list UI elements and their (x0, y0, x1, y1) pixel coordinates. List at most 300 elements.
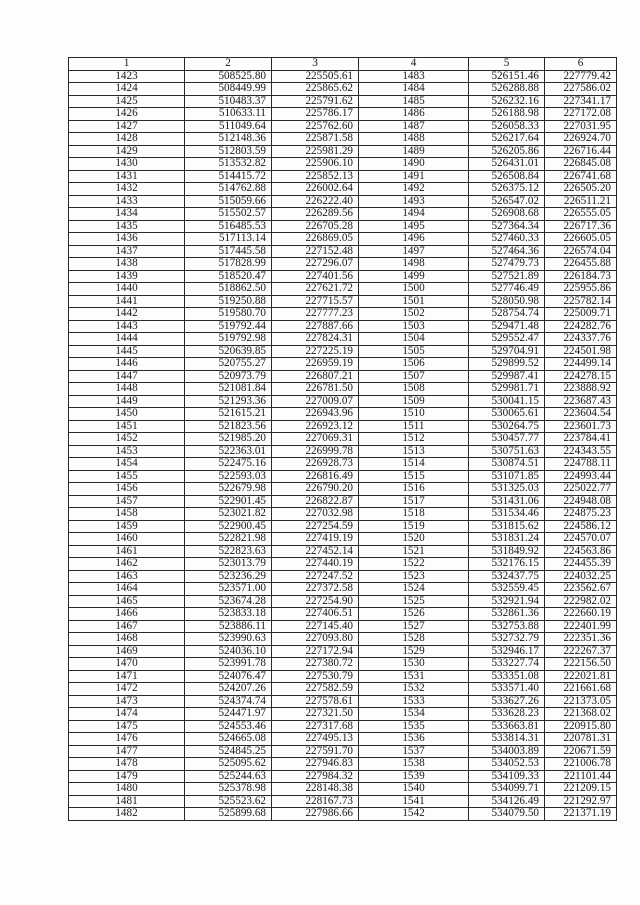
table-cell: 227317.68 (272, 720, 359, 733)
table-cell: 227824.31 (272, 333, 359, 346)
table-row (69, 558, 617, 571)
table-cell: 225906.10 (272, 158, 359, 171)
table-row (69, 433, 617, 446)
table-cell: 223784.41 (545, 433, 617, 446)
table-cell: 226959.19 (272, 358, 359, 371)
table-cell: 1506 (359, 358, 469, 371)
header-cell: 1 (69, 58, 185, 71)
header-cell: 5 (469, 58, 545, 71)
table-cell: 533628.23 (469, 708, 545, 721)
table-cell: 1463 (69, 570, 185, 583)
table-cell: 1483 (359, 70, 469, 83)
table-cell: 1516 (359, 483, 469, 496)
table-cell: 525899.68 (185, 808, 272, 821)
table-cell: 1537 (359, 745, 469, 758)
table-cell: 224032.25 (545, 570, 617, 583)
table-row (69, 658, 617, 671)
table-row (69, 170, 617, 183)
table-cell: 1455 (69, 470, 185, 483)
table-cell: 534003.89 (469, 745, 545, 758)
table-cell: 1534 (359, 708, 469, 721)
table-cell: 1484 (359, 83, 469, 96)
table-cell: 1528 (359, 633, 469, 646)
table-cell: 1435 (69, 220, 185, 233)
table-cell: 224501.98 (545, 345, 617, 358)
table-cell: 526188.98 (469, 108, 545, 121)
table-cell: 532946.17 (469, 645, 545, 658)
table-cell: 523886.11 (185, 620, 272, 633)
table-row (69, 770, 617, 783)
table-cell: 1456 (69, 483, 185, 496)
table-cell: 532437.75 (469, 570, 545, 583)
table-row (69, 795, 617, 808)
header-cell: 2 (185, 58, 272, 71)
table-cell: 1428 (69, 133, 185, 146)
table-cell: 527521.89 (469, 270, 545, 283)
table-cell: 528050.98 (469, 295, 545, 308)
table-cell: 528754.74 (469, 308, 545, 321)
table-cell: 526547.02 (469, 195, 545, 208)
table-cell: 226943.96 (272, 408, 359, 421)
table-cell: 226741.68 (545, 170, 617, 183)
table-row (69, 483, 617, 496)
table-cell: 523236.29 (185, 570, 272, 583)
table-cell: 225955.86 (545, 283, 617, 296)
table-row (69, 208, 617, 221)
table-cell: 526058.33 (469, 120, 545, 133)
table-cell: 1491 (359, 170, 469, 183)
table-cell: 515502.57 (185, 208, 272, 221)
table-cell: 531849.92 (469, 545, 545, 558)
table-cell: 226845.08 (545, 158, 617, 171)
table-cell: 1485 (359, 95, 469, 108)
table-cell: 225871.58 (272, 133, 359, 146)
table-cell: 532921.94 (469, 595, 545, 608)
table-cell: 227777.23 (272, 308, 359, 321)
table-cell: 1465 (69, 595, 185, 608)
table-cell: 1511 (359, 420, 469, 433)
table-cell: 526217.64 (469, 133, 545, 146)
table-cell: 1457 (69, 495, 185, 508)
table-cell: 523833.18 (185, 608, 272, 621)
table-row (69, 283, 617, 296)
table-cell: 1523 (359, 570, 469, 583)
table-cell: 1473 (69, 695, 185, 708)
table-cell: 526232.16 (469, 95, 545, 108)
table-cell: 1467 (69, 620, 185, 633)
table-cell: 226924.70 (545, 133, 617, 146)
table-cell: 227578.61 (272, 695, 359, 708)
table-cell: 1497 (359, 245, 469, 258)
table-cell: 1453 (69, 445, 185, 458)
table-row (69, 133, 617, 146)
table-cell: 524076.47 (185, 670, 272, 683)
table-cell: 517445.58 (185, 245, 272, 258)
table-cell: 226705.28 (272, 220, 359, 233)
table-cell: 522679.98 (185, 483, 272, 496)
table-row (69, 683, 617, 696)
table-cell: 1520 (359, 533, 469, 546)
table-row (69, 420, 617, 433)
table-cell: 534079.50 (469, 808, 545, 821)
table-cell: 1466 (69, 608, 185, 621)
table-cell: 227452.14 (272, 545, 359, 558)
table-cell: 517113.14 (185, 233, 272, 246)
table-cell: 1526 (359, 608, 469, 621)
table-cell: 225865.62 (272, 83, 359, 96)
table-cell: 524207.26 (185, 683, 272, 696)
table-cell: 529471.48 (469, 320, 545, 333)
table-cell: 1423 (69, 70, 185, 83)
table-cell: 221101.44 (545, 770, 617, 783)
table-cell: 534126.49 (469, 795, 545, 808)
table-cell: 1470 (69, 658, 185, 671)
table-cell: 220781.31 (545, 733, 617, 746)
table-cell: 1458 (69, 508, 185, 521)
table-cell: 227419.19 (272, 533, 359, 546)
table-cell: 1532 (359, 683, 469, 696)
table-cell: 221006.78 (545, 758, 617, 771)
table-cell: 1440 (69, 283, 185, 296)
table-row (69, 808, 617, 821)
table-cell: 221368.02 (545, 708, 617, 721)
table-cell: 1448 (69, 383, 185, 396)
table-cell: 227145.40 (272, 620, 359, 633)
table-cell: 534052.53 (469, 758, 545, 771)
table-cell: 1424 (69, 83, 185, 96)
table-cell: 533663.81 (469, 720, 545, 733)
table-cell: 224278.15 (545, 370, 617, 383)
table-cell: 514415.72 (185, 170, 272, 183)
table-cell: 525523.62 (185, 795, 272, 808)
table-cell: 514762.88 (185, 183, 272, 196)
table-row (69, 520, 617, 533)
table-cell: 221209.15 (545, 783, 617, 796)
table-cell: 226002.64 (272, 183, 359, 196)
table-cell: 224570.07 (545, 533, 617, 546)
table-cell: 226605.05 (545, 233, 617, 246)
table-cell: 1469 (69, 645, 185, 658)
table-cell: 1431 (69, 170, 185, 183)
table-cell: 1437 (69, 245, 185, 258)
table-row (69, 570, 617, 583)
table-cell: 1430 (69, 158, 185, 171)
table-cell: 522475.16 (185, 458, 272, 471)
table-cell: 222351.36 (545, 633, 617, 646)
table-cell: 1451 (69, 420, 185, 433)
table-cell: 225852.13 (272, 170, 359, 183)
table-cell: 221661.68 (545, 683, 617, 696)
table-cell: 226222.40 (272, 195, 359, 208)
table-cell: 530041.15 (469, 395, 545, 408)
table-cell: 1478 (69, 758, 185, 771)
table-cell: 227032.98 (272, 508, 359, 521)
table-cell: 523021.82 (185, 508, 272, 521)
table-cell: 225782.14 (545, 295, 617, 308)
table-row (69, 358, 617, 371)
table-cell: 1503 (359, 320, 469, 333)
table-cell: 518862.50 (185, 283, 272, 296)
table-cell: 520639.85 (185, 345, 272, 358)
table-cell: 227779.42 (545, 70, 617, 83)
table-cell: 519792.44 (185, 320, 272, 333)
table-cell: 223604.54 (545, 408, 617, 421)
table-cell: 533227.74 (469, 658, 545, 671)
table-cell: 522593.03 (185, 470, 272, 483)
table-cell: 530751.63 (469, 445, 545, 458)
table-cell: 1540 (359, 783, 469, 796)
table-cell: 226717.36 (545, 220, 617, 233)
table-cell: 226555.05 (545, 208, 617, 221)
table-cell: 1509 (359, 395, 469, 408)
table-cell: 532732.79 (469, 633, 545, 646)
table-cell: 222660.19 (545, 608, 617, 621)
table-row (69, 620, 617, 633)
table-row (69, 583, 617, 596)
table-cell: 1461 (69, 545, 185, 558)
table-cell: 529704.91 (469, 345, 545, 358)
table-cell: 228148.38 (272, 783, 359, 796)
table-cell: 533571.40 (469, 683, 545, 696)
table-cell: 225762.60 (272, 120, 359, 133)
table-cell: 226716.44 (545, 145, 617, 158)
table-cell: 532861.36 (469, 608, 545, 621)
table-cell: 1439 (69, 270, 185, 283)
table-cell: 518520.47 (185, 270, 272, 283)
table-cell: 526431.01 (469, 158, 545, 171)
table-row (69, 745, 617, 758)
table-cell: 227296.07 (272, 258, 359, 271)
table-cell: 1444 (69, 333, 185, 346)
table-cell: 1524 (359, 583, 469, 596)
table-cell: 524374.74 (185, 695, 272, 708)
table-cell: 532559.45 (469, 583, 545, 596)
table-cell: 524553.46 (185, 720, 272, 733)
table-cell: 527460.33 (469, 233, 545, 246)
table-cell: 526151.46 (469, 70, 545, 83)
table-row (69, 608, 617, 621)
table-cell: 521615.21 (185, 408, 272, 421)
table-cell: 1445 (69, 345, 185, 358)
table-cell: 532753.88 (469, 620, 545, 633)
table-cell: 517828.99 (185, 258, 272, 271)
table-cell: 224282.76 (545, 320, 617, 333)
table-cell: 227152.48 (272, 245, 359, 258)
table-cell: 522363.01 (185, 445, 272, 458)
table-cell: 521985.20 (185, 433, 272, 446)
table-cell: 1521 (359, 545, 469, 558)
table-cell: 508525.80 (185, 70, 272, 83)
table-row (69, 320, 617, 333)
table-cell: 1531 (359, 670, 469, 683)
table-row (69, 495, 617, 508)
table-cell: 519250.88 (185, 295, 272, 308)
table-cell: 227986.66 (272, 808, 359, 821)
table-cell: 226289.56 (272, 208, 359, 221)
table-cell: 523013.79 (185, 558, 272, 571)
table-cell: 526908.68 (469, 208, 545, 221)
table-cell: 225791.62 (272, 95, 359, 108)
table-cell: 227341.17 (545, 95, 617, 108)
table-cell: 524036.10 (185, 645, 272, 658)
table-row (69, 95, 617, 108)
table-cell: 531831.24 (469, 533, 545, 546)
table-cell: 1474 (69, 708, 185, 721)
table-cell: 1502 (359, 308, 469, 321)
table-cell: 1541 (359, 795, 469, 808)
table-cell: 1514 (359, 458, 469, 471)
coordinates-table (68, 57, 617, 821)
table-cell: 1536 (359, 733, 469, 746)
table-cell: 1486 (359, 108, 469, 121)
table-cell: 533627.26 (469, 695, 545, 708)
table-cell: 223601.73 (545, 420, 617, 433)
table-cell: 1494 (359, 208, 469, 221)
table-cell: 1542 (359, 808, 469, 821)
table-cell: 222156.50 (545, 658, 617, 671)
table-cell: 525244.63 (185, 770, 272, 783)
table-cell: 225786.17 (272, 108, 359, 121)
table-row (69, 533, 617, 546)
table-cell: 1471 (69, 670, 185, 683)
table-cell: 529987.41 (469, 370, 545, 383)
table-cell: 527479.73 (469, 258, 545, 271)
table-cell: 522900.45 (185, 520, 272, 533)
table-cell: 1496 (359, 233, 469, 246)
table-row (69, 645, 617, 658)
table-cell: 1498 (359, 258, 469, 271)
table-cell: 1443 (69, 320, 185, 333)
table-cell: 226505.20 (545, 183, 617, 196)
table-cell: 1446 (69, 358, 185, 371)
table-cell: 224788.11 (545, 458, 617, 471)
table-cell: 524845.25 (185, 745, 272, 758)
table-cell: 527746.49 (469, 283, 545, 296)
table-cell: 1472 (69, 683, 185, 696)
table-row (69, 83, 617, 96)
table-cell: 227401.56 (272, 270, 359, 283)
table-row (69, 245, 617, 258)
table-cell: 515059.66 (185, 195, 272, 208)
table-cell: 530264.75 (469, 420, 545, 433)
table-cell: 526508.84 (469, 170, 545, 183)
table-cell: 221292.97 (545, 795, 617, 808)
table-cell: 512803.59 (185, 145, 272, 158)
table-cell: 226511.21 (545, 195, 617, 208)
table-cell: 529899.52 (469, 358, 545, 371)
table-cell: 1438 (69, 258, 185, 271)
table-cell: 526375.12 (469, 183, 545, 196)
table-cell: 227069.31 (272, 433, 359, 446)
table-cell: 222982.02 (545, 595, 617, 608)
table-cell: 525095.62 (185, 758, 272, 771)
table-cell: 1539 (359, 770, 469, 783)
table-cell: 1512 (359, 433, 469, 446)
table-row (69, 370, 617, 383)
table-cell: 1500 (359, 283, 469, 296)
table-cell: 513532.82 (185, 158, 272, 171)
table-cell: 521081.84 (185, 383, 272, 396)
table-cell: 1441 (69, 295, 185, 308)
table-row (69, 470, 617, 483)
table-cell: 521293.36 (185, 395, 272, 408)
table-row (69, 345, 617, 358)
table-cell: 224337.76 (545, 333, 617, 346)
table-cell: 1477 (69, 745, 185, 758)
table-cell: 222401.99 (545, 620, 617, 633)
table-cell: 224875.23 (545, 508, 617, 521)
table-cell: 1507 (359, 370, 469, 383)
table-cell: 226807.21 (272, 370, 359, 383)
table-cell: 224455.39 (545, 558, 617, 571)
table-cell: 227372.58 (272, 583, 359, 596)
table-cell: 225505.61 (272, 70, 359, 83)
table-row (69, 183, 617, 196)
table-row (69, 70, 617, 83)
table-cell: 1429 (69, 145, 185, 158)
table-row (69, 333, 617, 346)
table-cell: 1515 (359, 470, 469, 483)
table-cell: 531325.03 (469, 483, 545, 496)
table-cell: 512148.36 (185, 133, 272, 146)
table-cell: 516485.53 (185, 220, 272, 233)
table-row (69, 258, 617, 271)
table-row (69, 720, 617, 733)
table-cell: 226869.05 (272, 233, 359, 246)
table-cell: 1481 (69, 795, 185, 808)
table-cell: 223562.67 (545, 583, 617, 596)
table-cell: 226184.73 (545, 270, 617, 283)
table-cell: 531431.06 (469, 495, 545, 508)
table-cell: 523571.00 (185, 583, 272, 596)
table-cell: 1462 (69, 558, 185, 571)
table-cell: 1517 (359, 495, 469, 508)
table-cell: 521823.56 (185, 420, 272, 433)
table-cell: 1475 (69, 720, 185, 733)
table-row (69, 308, 617, 321)
table-row (69, 108, 617, 121)
table-cell: 531071.85 (469, 470, 545, 483)
table-cell: 1490 (359, 158, 469, 171)
table-cell: 224499.14 (545, 358, 617, 371)
table-cell: 220671.59 (545, 745, 617, 758)
table-cell: 227715.57 (272, 295, 359, 308)
table-cell: 533351.08 (469, 670, 545, 683)
table-cell: 224586.12 (545, 520, 617, 533)
table-header-row (69, 58, 617, 71)
table-cell: 1460 (69, 533, 185, 546)
table-cell: 228167.73 (272, 795, 359, 808)
table-cell: 227172.08 (545, 108, 617, 121)
table-cell: 534099.71 (469, 783, 545, 796)
table-cell: 1488 (359, 133, 469, 146)
table-cell: 1489 (359, 145, 469, 158)
table-cell: 1450 (69, 408, 185, 421)
table-cell: 226999.78 (272, 445, 359, 458)
table-cell: 519580.70 (185, 308, 272, 321)
table-cell: 227984.32 (272, 770, 359, 783)
table-cell: 526288.88 (469, 83, 545, 96)
table-row (69, 295, 617, 308)
table-cell: 227406.51 (272, 608, 359, 621)
table-cell: 1495 (359, 220, 469, 233)
table-cell: 227093.80 (272, 633, 359, 646)
header-cell: 6 (545, 58, 617, 71)
table-row (69, 758, 617, 771)
table-cell: 529552.47 (469, 333, 545, 346)
table-cell: 1464 (69, 583, 185, 596)
table-cell: 224993.44 (545, 470, 617, 483)
